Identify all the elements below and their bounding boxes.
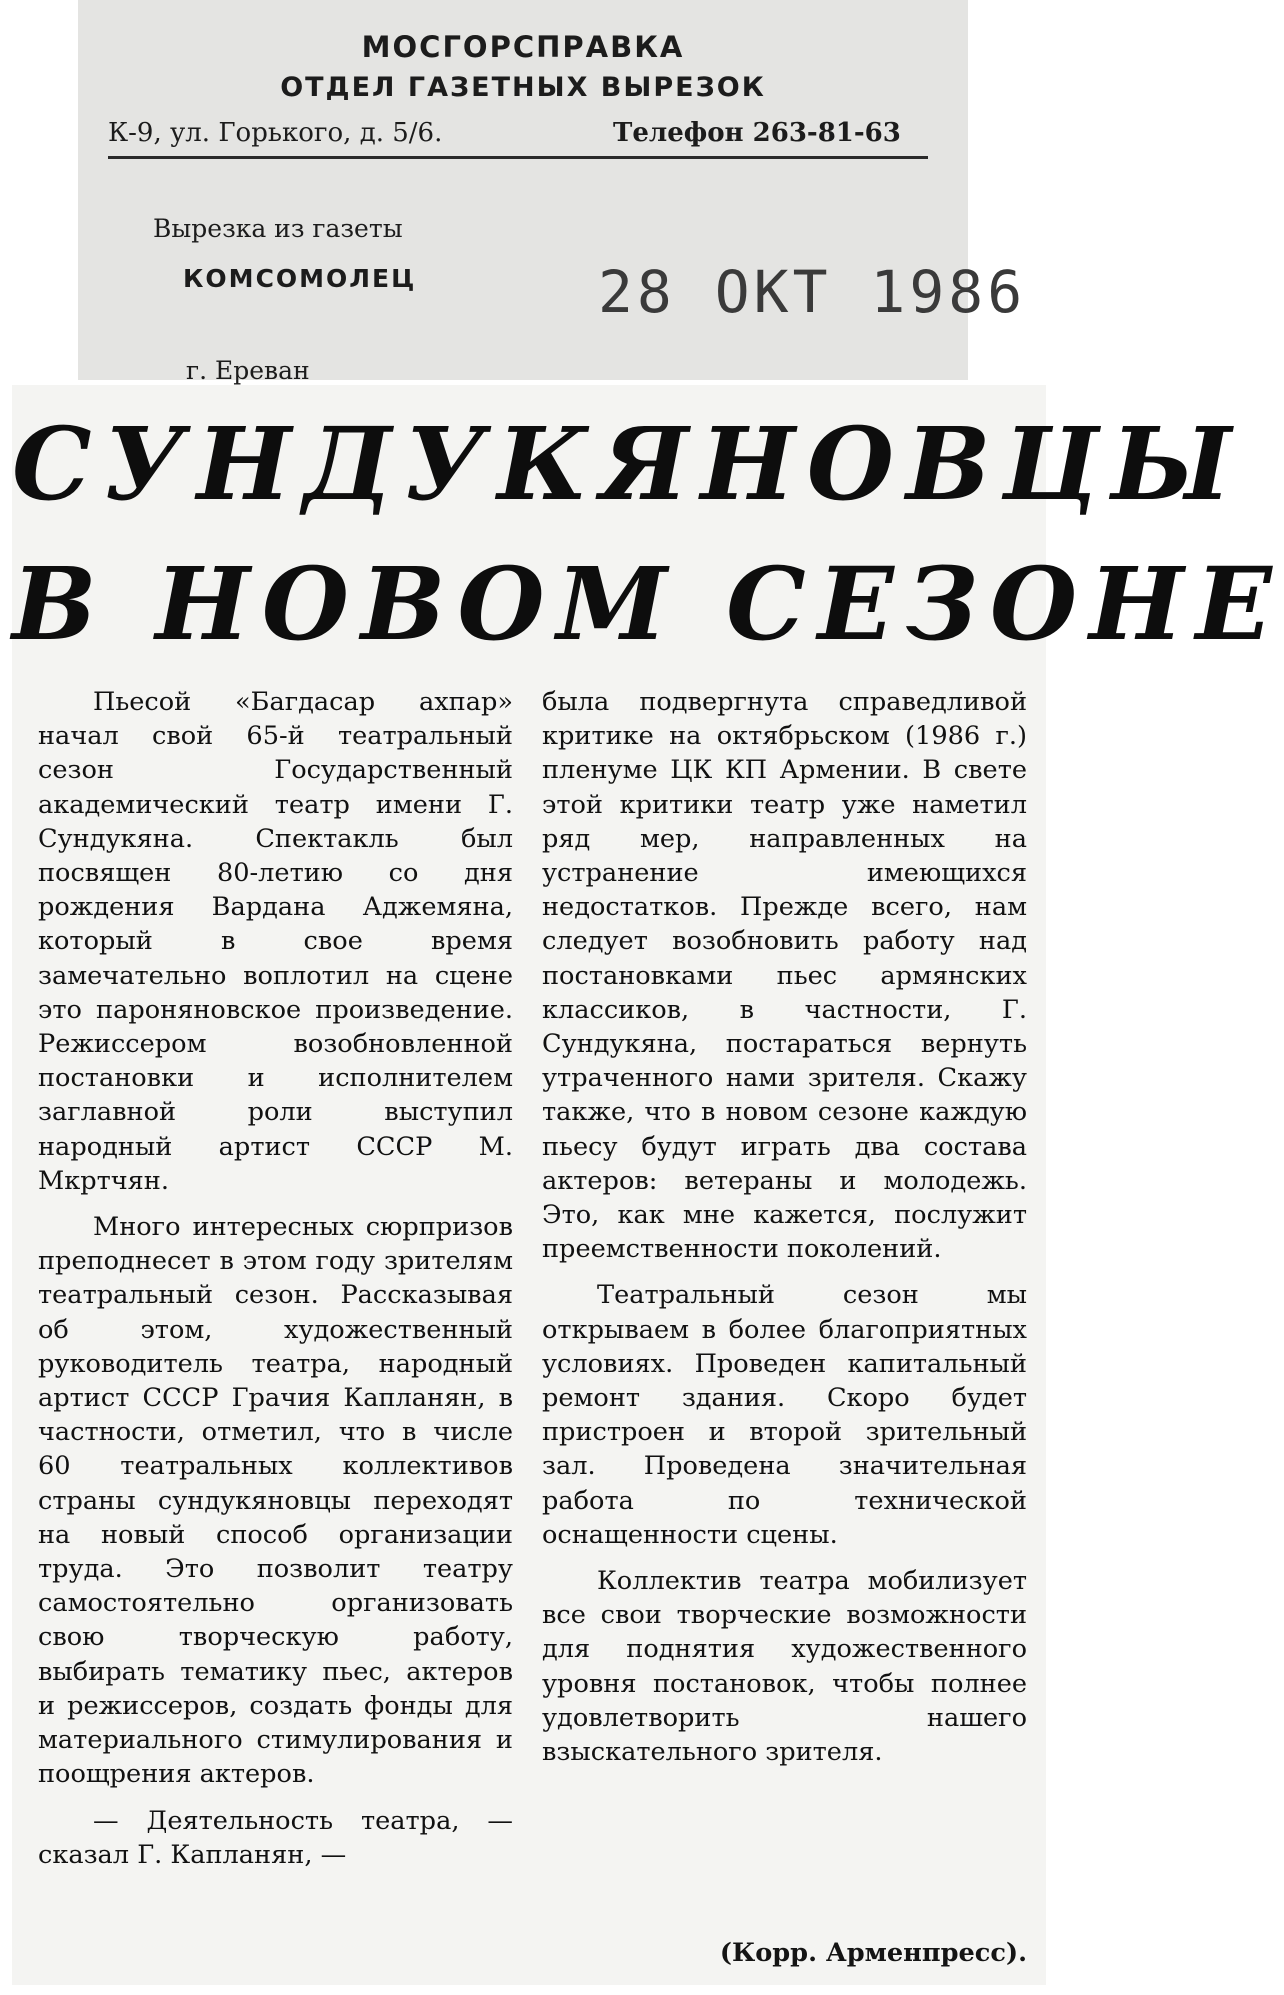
headline-line-2: В НОВОМ СЕЗОНЕ	[12, 545, 1284, 663]
paragraph: Пьесой «Багдасар ахпар» начал свой 65-й театральный сезон Государственный академический театр имени Г. Сундукяна. Спектакль был посвящен 80-летию со дня рождения Вардана Аджемяна, который в свое время замечательно воплотил на сцене это пароняновское произведение. Режиссером возобновленной постановки и исполнителем заглавной роли выступил народный артист СССР М. Мкртчян.	[38, 687, 513, 1196]
date-stamp: 28 ОКТ 1986	[598, 258, 1027, 326]
agency-phone: Телефон 263-81-63	[613, 118, 901, 148]
paragraph: Много интересных сюрпризов преподнесет в этом году зрителям театральный сезон. Рассказывая об этом, художественный руководитель театра, народный артист СССР Грачия Капланян, в частности, отметил, что в числе 60 театральных коллективов страны сундукяновцы переходят на новый способ организации труда. Это позволит театру самостоятельно организовать свою творческую работу, выбирать тематику пьес, актеров и режиссеров, создать фонды для материального стимулирования и поощрения актеров.	[38, 1212, 513, 1790]
article-column-right	[542, 685, 1027, 1781]
stamp-divider	[108, 156, 928, 159]
newspaper-name: КОМСОМОЛЕЦ	[183, 264, 417, 293]
city-name: г. Ереван	[186, 356, 310, 385]
paragraph: Коллектив театра мобилизует все свои творческие возможности для поднятия художественного уровня постановок, чтобы полнее удовлетворить нашего взыскательного зрителя.	[542, 1566, 1027, 1768]
headline-line-1: СУНДУКЯНОВЦЫ	[12, 405, 1244, 523]
agency-address: К-9, ул. Горького, д. 5/6.	[108, 118, 443, 148]
agency-name: МОСГОРСПРАВКА	[361, 30, 685, 64]
clipping-service-stamp	[78, 0, 1027, 385]
article-byline: (Корр. Арменпресс).	[719, 1938, 1027, 1968]
newspaper-article	[12, 385, 1284, 1985]
paragraph: была подвергнута справедливой критике на октябрьском (1986 г.) пленуме ЦК КП Армении. В свете этой критики театр уже наметил ряд мер, направленных на устранение имеющихся недостатков. Прежде всего, нам следует возобновить работу над постановками пьес армянских классиков, в частности, Г. Сундукяна, постараться вернуть утраченного нами зрителя. Скажу также, что в новом сезоне каждую пьесу будут играть два состава актеров: ветераны и молодежь. Это, как мне кажется, послужит преемственности поколений.	[542, 687, 1027, 1265]
paragraph: — Деятельность театра, — сказал Г. Капланян, —	[38, 1805, 513, 1870]
department-name: ОТДЕЛ ГАЗЕТНЫХ ВЫРЕЗОК	[280, 72, 766, 103]
clipping-label: Вырезка из газеты	[153, 214, 403, 243]
article-column-left	[38, 685, 513, 1884]
paragraph: Театральный сезон мы открываем в более благоприятных условиях. Проведен капитальный ремонт здания. Скоро будет пристроен и второй зрительный зал. Проведена значительная работа по технической оснащенности сцены.	[542, 1280, 1027, 1550]
